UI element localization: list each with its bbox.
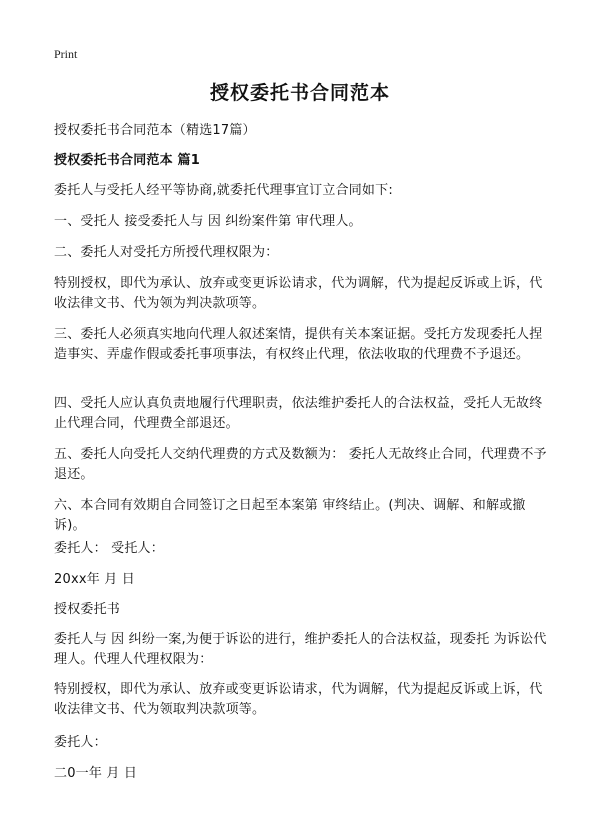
document-title: 授权委托书合同范本: [209, 82, 390, 104]
paragraph: 特别授权，即代为承认、放弃或变更诉讼请求，代为调解，代为提起反诉或上诉，代收法律文书、代为领取判决款项等。: [54, 682, 543, 717]
signature-line: 委托人： 受托人：: [54, 541, 164, 556]
paragraph: 三、委托人必须真实地向代理人叙述案情，提供有关本案证据。受托方发现委托人捏造事实、弄虚作假或委托事项事法，有权终止代理，依法收取的代理费不予退还。: [54, 327, 543, 362]
sub-heading: 授权委托书: [54, 602, 121, 617]
date-line: 二0一年 月 日: [54, 766, 138, 781]
paragraph: 特别授权，即代为承认、放弃或变更诉讼请求，代为调解，代为提起反诉或上诉，代收法律文书、代为领为判决款项等。: [54, 276, 543, 311]
document-subtitle: 授权委托书合同范本（精选17篇）: [54, 123, 256, 138]
signature-line: 委托人：: [54, 735, 107, 750]
paragraph: 六、本合同有效期自合同签订之日起至本案第 审终结止。(判决、调解、和解或撤诉)。: [54, 498, 526, 533]
paragraph: 五、委托人向受托人交纳代理费的方式及数额为： 委托人无故终止合同，代理费不予退还。: [54, 447, 547, 482]
paragraph: 四、受托人应认真负责地履行代理职责，依法维护委托人的合法权益，受托人无故终止代理合同，代理费全部退还。: [54, 396, 543, 431]
paragraph: 委托人与 因 纠纷一案,为便于诉讼的进行，维护委托人的合法权益，现委托 为诉讼代理人。代理人代理权限为：: [54, 632, 547, 667]
print-label[interactable]: Print: [54, 47, 78, 61]
date-line: 20xx年 月 日: [54, 572, 135, 587]
paragraph: 委托人与受托人经平等协商,就委托代理事宜订立合同如下:: [54, 183, 393, 198]
paragraph: 一、受托人 接受委托人与 因 纠纷案件第 审代理人。: [54, 214, 362, 229]
paragraph: 二、委托人对受托方所授代理权限为：: [54, 245, 279, 260]
section-heading: 授权委托书合同范本 篇1: [54, 153, 200, 168]
